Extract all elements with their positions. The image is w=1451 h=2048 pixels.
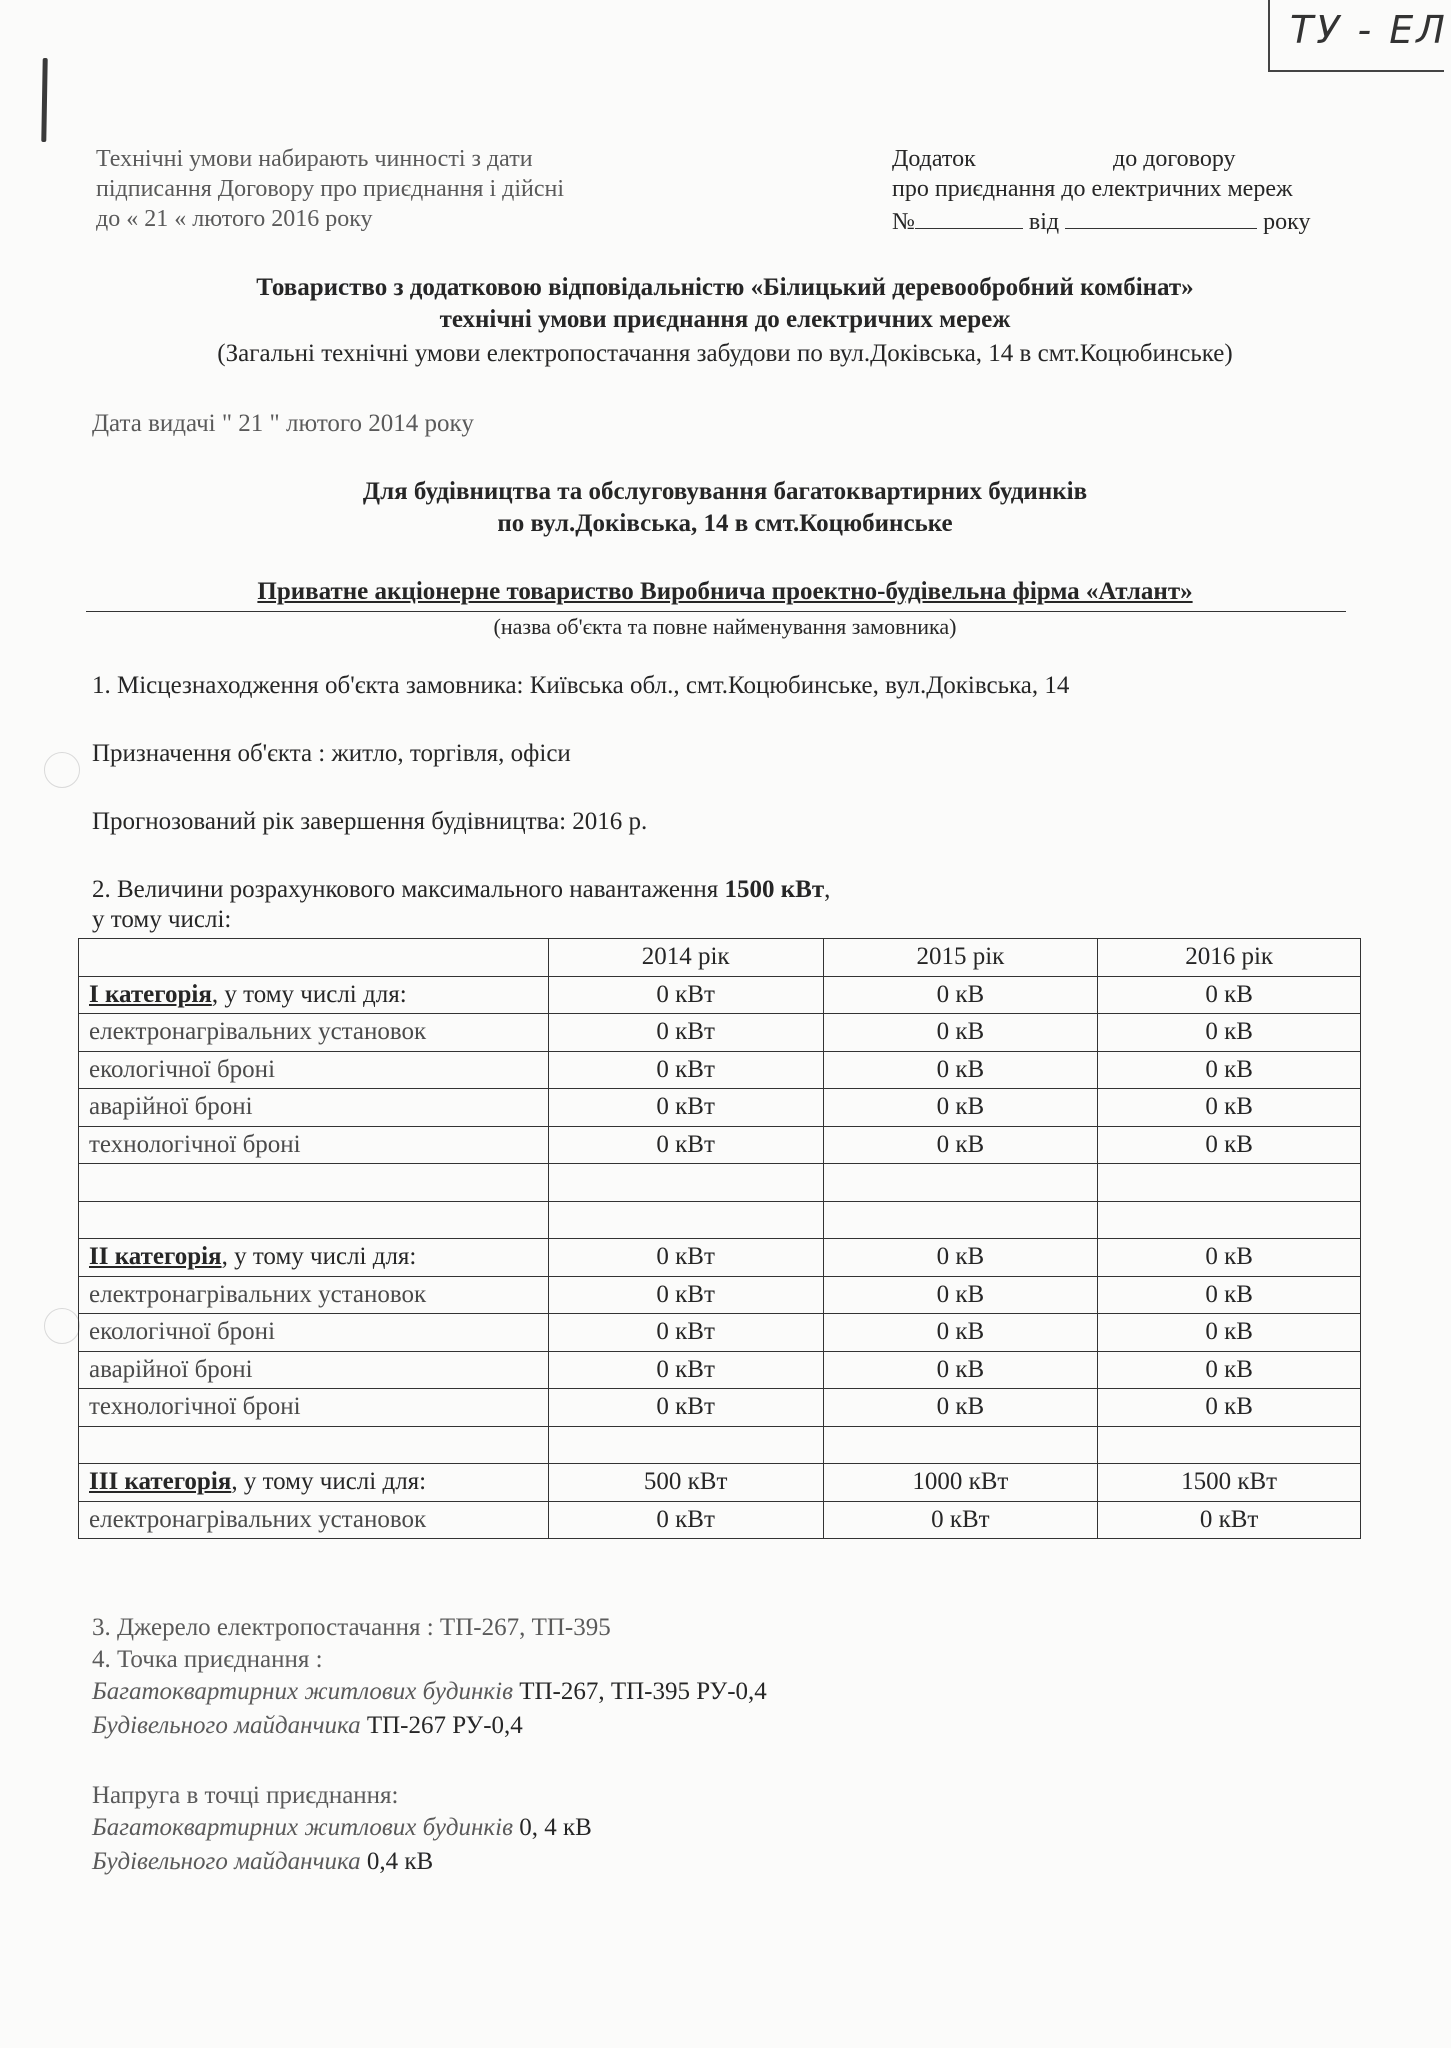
table-row <box>79 1126 1361 1164</box>
value-cell <box>823 1164 1098 1202</box>
punch-hole <box>44 752 80 788</box>
max-load-tail: , <box>824 876 831 903</box>
appendix-to-contract: до договору <box>1113 146 1236 172</box>
row-label-cell: екологічної броні <box>79 1314 549 1352</box>
value-cell: 0 кВт <box>548 1351 823 1389</box>
header-cell-2015: 2015 рік <box>823 939 1098 977</box>
connection-point-site <box>92 1712 523 1740</box>
value-cell: 0 кВ <box>823 1089 1098 1127</box>
voltage-site <box>92 1848 433 1876</box>
year-word: року <box>1263 209 1311 235</box>
contract-number-line <box>892 206 1310 236</box>
value-cell: 0 кВт <box>548 1051 823 1089</box>
connection-site-label: Будівельного майданчика <box>92 1712 361 1739</box>
value-cell: 500 кВт <box>548 1464 823 1502</box>
table-row <box>79 1464 1361 1502</box>
value-cell: 0 кВт <box>548 1501 823 1539</box>
value-cell: 0 кВт <box>548 1089 823 1127</box>
value-cell: 0 кВт <box>548 1276 823 1314</box>
voltage-residential-value: 0, 4 кВ <box>512 1814 592 1841</box>
row-label-cell <box>79 1426 549 1464</box>
table-row <box>79 1389 1361 1427</box>
voltage-site-value: 0,4 кВ <box>360 1848 434 1875</box>
value-cell <box>1098 1164 1361 1202</box>
header-cell-2014: 2014 рік <box>548 939 823 977</box>
contract-number-blank <box>915 206 1023 229</box>
row-label-cell: технологічної броні <box>79 1389 549 1427</box>
connection-point-title: 4. Точка приєднання : <box>92 1646 323 1673</box>
row-label-cell <box>79 1164 549 1202</box>
value-cell <box>823 1201 1098 1239</box>
contract-date-blank <box>1065 206 1257 229</box>
value-cell <box>548 1426 823 1464</box>
connection-residential-label: Багатоквартирних житлових будинків <box>92 1678 513 1705</box>
validity-note-line-2: підписання Договору про приєднання і дійсні <box>96 176 565 202</box>
issue-date: Дата видачі " 21 " лютого 2014 року <box>92 410 474 437</box>
validity-note-line-3: до « 21 « лютого 2016 року <box>96 206 373 232</box>
header-cell <box>79 939 549 977</box>
category-name: I категорія <box>89 980 212 1008</box>
value-cell: 0 кВ <box>823 1014 1098 1052</box>
table-header-row <box>79 939 1361 977</box>
category-name: II категорія <box>89 1243 222 1271</box>
category-name: III категорія <box>89 1468 232 1496</box>
appendix-label: Додаток <box>892 146 976 172</box>
document-title: технічні умови приєднання до електричних мереж <box>439 306 1011 333</box>
company-title: Товариство з додатковою відповідальністю «Білицький деревообробний комбінат» <box>256 274 1194 301</box>
value-cell: 0 кВ <box>1098 1051 1361 1089</box>
table-row <box>79 976 1361 1014</box>
value-cell: 0 кВ <box>823 1276 1098 1314</box>
value-cell: 0 кВ <box>823 1389 1098 1427</box>
category-suffix: , у тому числі для: <box>231 1468 427 1496</box>
value-cell: 0 кВ <box>1098 1239 1361 1277</box>
value-cell: 0 кВ <box>1098 1014 1361 1052</box>
table-row <box>79 1239 1361 1277</box>
value-cell: 0 кВт <box>548 1014 823 1052</box>
value-cell: 0 кВ <box>1098 1351 1361 1389</box>
value-cell <box>823 1426 1098 1464</box>
table-row <box>79 1426 1361 1464</box>
value-cell: 0 кВ <box>1098 1276 1361 1314</box>
voltage-title: Напруга в точці приєднання: <box>92 1782 399 1809</box>
category-suffix: , у тому числі для: <box>221 1243 417 1271</box>
document-subtitle: (Загальні технічні умови електропостачання забудови по вул.Доківська, 14 в смт.Коцюбинське) <box>217 340 1233 367</box>
max-load-value: 1500 кВт <box>724 876 825 903</box>
row-label-cell: електронагрівальних установок <box>79 1501 549 1539</box>
customer-rule <box>86 611 1346 612</box>
value-cell <box>548 1164 823 1202</box>
table-body <box>79 939 1361 1539</box>
load-category-table <box>78 938 1361 1539</box>
value-cell: 0 кВ <box>823 1051 1098 1089</box>
row-label-cell: технологічної броні <box>79 1126 549 1164</box>
value-cell: 0 кВ <box>1098 1089 1361 1127</box>
max-load-label: 2. Величини розрахункового максимального навантаження <box>92 876 725 903</box>
value-cell: 0 кВ <box>1098 1314 1361 1352</box>
value-cell: 0 кВт <box>548 1389 823 1427</box>
value-cell: 0 кВ <box>1098 1126 1361 1164</box>
connection-point-residential <box>92 1678 767 1706</box>
value-cell: 1000 кВт <box>823 1464 1098 1502</box>
max-load-sub: у тому числі: <box>92 906 232 933</box>
value-cell: 0 кВ <box>1098 976 1361 1014</box>
table-row <box>79 1089 1361 1127</box>
purpose-line-2: по вул.Доківська, 14 в смт.Коцюбинське <box>497 510 953 537</box>
table-row <box>79 1164 1361 1202</box>
voltage-residential-label: Багатоквартирних житлових будинків <box>92 1814 513 1841</box>
connection-site-value: ТП-267 РУ-0,4 <box>360 1712 523 1739</box>
customer-caption: (назва об'єкта та повне найменування замовника) <box>493 614 957 639</box>
value-cell <box>548 1201 823 1239</box>
value-cell: 0 кВ <box>1098 1389 1361 1427</box>
connection-residential-value: ТП-267, ТП-395 РУ-0,4 <box>512 1678 767 1705</box>
margin-pen-mark <box>41 58 47 142</box>
appendix-contract-name: про приєднання до електричних мереж <box>892 176 1293 202</box>
category-suffix: , у тому числі для: <box>211 980 407 1008</box>
power-source: 3. Джерело електропостачання : ТП-267, ТП-395 <box>92 1614 611 1641</box>
row-label-cell: аварійної броні <box>79 1089 549 1127</box>
number-sign: № <box>892 209 915 235</box>
value-cell: 0 кВт <box>548 1126 823 1164</box>
voltage-site-label: Будівельного майданчика <box>92 1848 361 1875</box>
table-row <box>79 1014 1361 1052</box>
value-cell: 1500 кВт <box>1098 1464 1361 1502</box>
value-cell: 0 кВ <box>823 1314 1098 1352</box>
object-purpose: Призначення об'єкта : житло, торгівля, офіси <box>92 740 571 767</box>
validity-note-line-1: Технічні умови набирають чинності з дати <box>96 146 533 172</box>
table-row <box>79 1501 1361 1539</box>
row-label-cell <box>79 1201 549 1239</box>
max-load-line <box>92 876 830 904</box>
object-location: 1. Місцезнаходження об'єкта замовника: Київська обл., смт.Коцюбинське, вул.Доківська, 14 <box>92 672 1070 699</box>
value-cell: 0 кВ <box>823 1239 1098 1277</box>
table-row <box>79 1351 1361 1389</box>
value-cell <box>1098 1426 1361 1464</box>
row-label-cell <box>79 1239 549 1277</box>
document-code: ТУ - ЕЛ <box>1290 8 1448 52</box>
table-row <box>79 1201 1361 1239</box>
voltage-residential <box>92 1814 592 1842</box>
customer-name: Приватне акціонерне товариство Виробнича проектно-будівельна фірма «Атлант» <box>257 578 1193 605</box>
value-cell: 0 кВт <box>548 1239 823 1277</box>
value-cell: 0 кВ <box>823 1351 1098 1389</box>
row-label-cell <box>79 976 549 1014</box>
punch-hole <box>44 1308 80 1344</box>
table-row <box>79 1276 1361 1314</box>
value-cell <box>1098 1201 1361 1239</box>
row-label-cell: екологічної броні <box>79 1051 549 1089</box>
completion-year: Прогнозований рік завершення будівництва: 2016 р. <box>92 808 648 835</box>
value-cell: 0 кВт <box>548 1314 823 1352</box>
table-row <box>79 1314 1361 1352</box>
header-cell-2016: 2016 рік <box>1098 939 1361 977</box>
value-cell: 0 кВт <box>823 1501 1098 1539</box>
row-label-cell: аварійної броні <box>79 1351 549 1389</box>
value-cell: 0 кВт <box>1098 1501 1361 1539</box>
value-cell: 0 кВ <box>823 1126 1098 1164</box>
table-row <box>79 1051 1361 1089</box>
purpose-line-1: Для будівництва та обслуговування багатоквартирних будинків <box>362 478 1088 505</box>
row-label-cell: електронагрівальних установок <box>79 1276 549 1314</box>
value-cell: 0 кВ <box>823 976 1098 1014</box>
row-label-cell: електронагрівальних установок <box>79 1014 549 1052</box>
row-label-cell <box>79 1464 549 1502</box>
from-word: від <box>1028 209 1060 235</box>
value-cell: 0 кВт <box>548 976 823 1014</box>
